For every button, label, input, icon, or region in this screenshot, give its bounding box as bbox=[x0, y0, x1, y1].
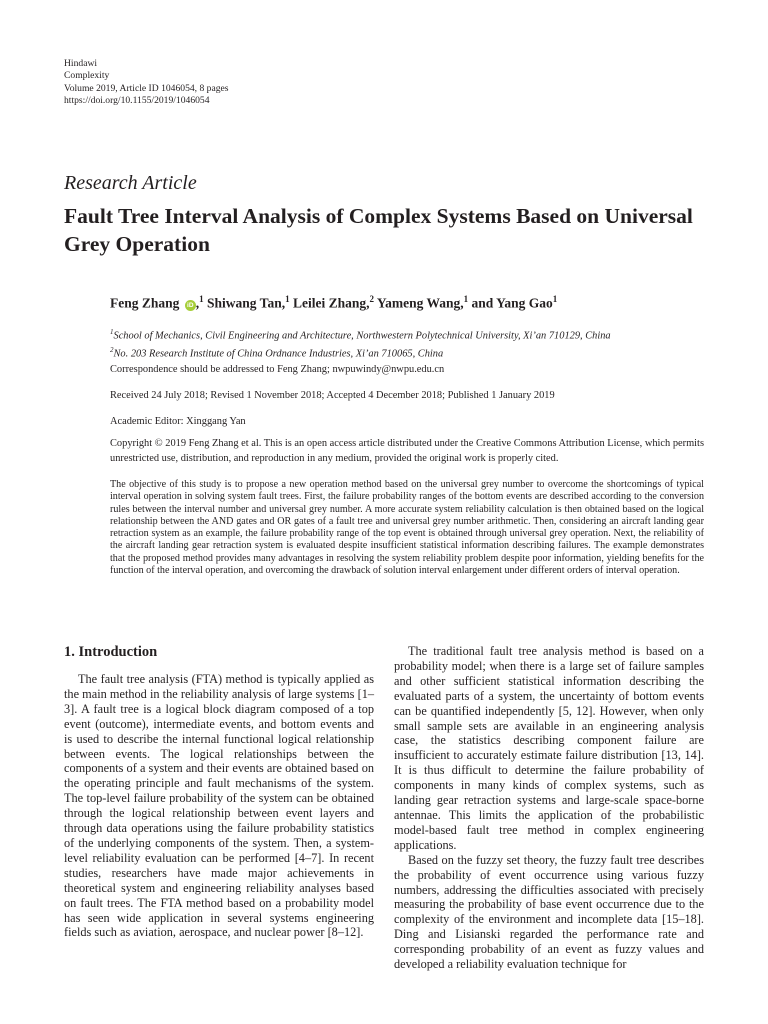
author-list: Feng Zhang iD ,$^1$ Shiwang Tan,$^1$ Leilei Zhang,$^2$ Yameng Wang,$^1$ and Yang Gao$^1$ bbox=[110, 294, 558, 311]
dates-line: Received 24 July 2018; Revised 1 November 2018; Accepted 4 December 2018; Published 1 January 2019 bbox=[110, 390, 555, 401]
affiliation-line bbox=[110, 343, 611, 361]
author-affil-sup: 1 bbox=[199, 294, 204, 304]
journal-header bbox=[64, 58, 229, 108]
affiliation-line bbox=[110, 325, 611, 343]
article-type: Research Article bbox=[64, 172, 197, 194]
affiliations bbox=[110, 325, 611, 362]
right-column bbox=[394, 644, 704, 972]
orcid-icon[interactable]: iD bbox=[185, 300, 196, 311]
author-affil-sup: 2 bbox=[369, 294, 374, 304]
copyright-notice: Copyright © 2019 Feng Zhang et al. This is an open access article distributed under the Creative Commons Attribution License, which permits unrestricted use, distribution, and reproduction in any medium, provided the original work is properly cited. bbox=[110, 438, 704, 464]
body-paragraph: The traditional fault tree analysis method is based on a probability model; when there is a large set of failure samples and other sufficient statistical information describing the evaluated parts of a system, the uncertainty of bottom events can be quantified independently [5, 12]. However, when only small sample sets are available in an engineering analysis case, the statistics describing component failure are insufficient to accurately estimate failure distribution [13, 14]. It is thus difficult to determine the failure probability of components in many kinds of complex systems, such as landing gear retraction systems and large-scale space-borne antennae. This limits the application of the probabilistic model-based fault tree method in complex engineering applications. bbox=[394, 644, 704, 852]
section-heading: 1. Introduction bbox=[64, 644, 158, 660]
journal-name: Complexity bbox=[64, 70, 110, 82]
affiliation-sup: 1 bbox=[110, 328, 114, 336]
abstract: The objective of this study is to propose a new operation method based on the universal grey number to overcome the shortcomings of typical interval operation in solving system fault trees. First, the failure probability ranges of the bottom events are described according to the conversion rules between the interval number and universal grey number. A more accurate system reliability calculation is then obtained based on the logical relationship between the AND gates and OR gates of a fault tree and universal grey number arithmetic. Then, considering an aircraft landing gear retraction system as an example, the failure probability range of the top event is obtained through universal grey operation. Next, the reliability of the aircraft landing gear retraction system is evaluated despite insufficient statistical information describing failures. The example demonstrates that the proposed method provides many advantages in resolving the system reliability problem despite poor information, yielding benefits for the function of the interval operation, and overcoming the drawback of solution interval enlargement under different orders of interval operation. bbox=[110, 479, 704, 577]
affiliation-text: No. 203 Research Institute of China Ordnance Industries, Xi’an 710065, China bbox=[113, 348, 444, 360]
affiliation-text: School of Mechanics, Civil Engineering and Architecture, Northwestern Polytechnical University, Xi’an 710129, China bbox=[113, 330, 611, 342]
body-paragraph: Based on the fuzzy set theory, the fuzzy fault tree describes the probability of event occurrence using various fuzzy numbers, addressing the difficulties associated with precisely measuring the probability of base event occurrence due to the complexity of the environment and incomplete data [15–18]. Ding and Lisianski regarded the performance rate and corresponding probability of an event as fuzzy values and developed a reliability evaluation technique for bbox=[394, 852, 704, 972]
doi-link[interactable]: https://doi.org/10.1155/2019/1046054 bbox=[64, 95, 210, 107]
author-name: Shiwang Tan, bbox=[203, 295, 286, 311]
publisher-name: Hindawi bbox=[64, 58, 98, 69]
author-affil-sup: 1 bbox=[285, 294, 290, 304]
correspondence-line: Correspondence should be addressed to Feng Zhang; nwpuwindy@nwpu.edu.cn bbox=[110, 364, 445, 375]
author-name: and Yang Gao bbox=[468, 295, 553, 311]
author-name: Feng Zhang bbox=[110, 295, 180, 311]
affiliation-sup: 2 bbox=[110, 346, 114, 355]
author-name: Yameng Wang, bbox=[373, 295, 464, 311]
paper-title: Fault Tree Interval Analysis of Complex Systems Based on Universal Grey Operation bbox=[64, 204, 693, 256]
volume-line: Volume 2019, Article ID 1046054, 8 pages bbox=[64, 82, 229, 94]
author-affil-sup: 1 bbox=[552, 294, 558, 304]
author-affil-sup: 1 bbox=[463, 294, 469, 304]
left-column bbox=[64, 672, 374, 940]
academic-editor: Academic Editor: Xinggang Yan bbox=[110, 416, 246, 427]
author-name: Leilei Zhang, bbox=[289, 295, 370, 311]
body-paragraph: The fault tree analysis (FTA) method is typically applied as the main method in the reliability analysis of large systems [1–3]. A fault tree is a logical block diagram composed of a top event (outcome), intermediate events, and bottom events and is used to describe the internal functional logical relationship between events. The logical relationships between the components of a system and their events are obtained based on the operating principle and fault mechanisms of the system. The top-level failure probability of the system can be obtained through the logical relationship between event layers and through data operations using the failure probability statistics of the underlying components of the system. Then, a system-level reliability evaluation can be performed [4–7]. In recent studies, researchers have made major achievements in theoretical system and engineering reliability analyses based on fault trees. The FTA method based on a probability model has seen wide application in several systems engineering fields such as aviation, aerospace, and nuclear power [8–12]. bbox=[64, 672, 374, 940]
